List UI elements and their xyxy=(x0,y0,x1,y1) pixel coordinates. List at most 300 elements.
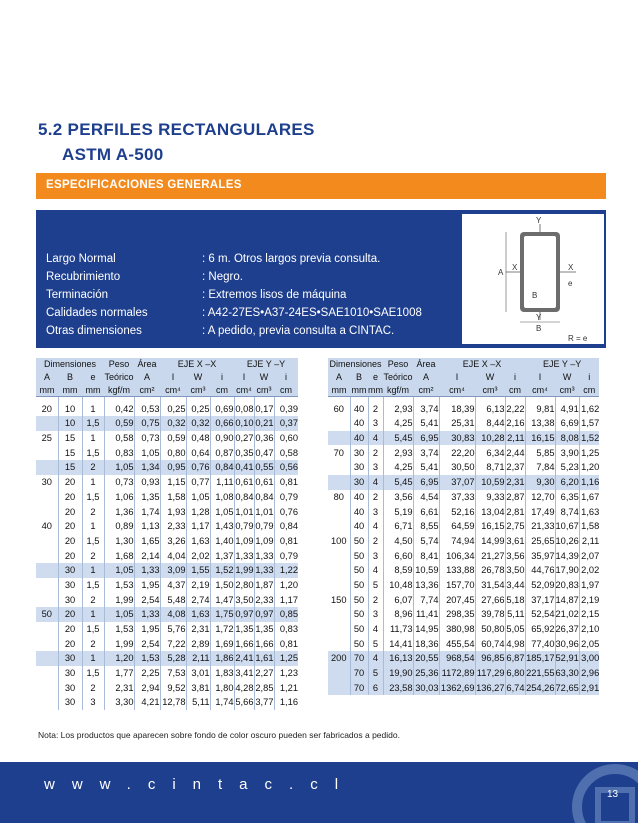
table-row xyxy=(328,431,599,446)
table-row xyxy=(328,534,599,549)
table-cell: 6 xyxy=(368,680,383,695)
table-cell: 5,76 xyxy=(160,622,186,637)
table-row xyxy=(328,592,599,607)
table-cell: 0,55 xyxy=(254,460,274,475)
table-cell: 14,41 xyxy=(383,636,413,651)
table-cell: 6,61 xyxy=(413,504,439,519)
table-cell: 1,87 xyxy=(254,578,274,593)
table-cell: 0,69 xyxy=(210,397,234,416)
table-cell: 1,53 xyxy=(134,651,160,666)
table-cell xyxy=(36,695,58,710)
table-cell xyxy=(328,519,350,534)
table-cell xyxy=(328,666,350,681)
table-cell: 0,87 xyxy=(210,445,234,460)
header-cell: i xyxy=(274,371,298,384)
table-cell: 40 xyxy=(350,504,368,519)
table-cell: 30,96 xyxy=(555,636,579,651)
table-cell: 2,41 xyxy=(234,651,254,666)
table-cell: 3 xyxy=(368,607,383,622)
spec-value: : A42-27ES•A37-24ES•SAE1010•SAE1008 xyxy=(202,307,422,319)
table-row xyxy=(328,578,599,593)
table-cell: 136,27 xyxy=(475,680,505,695)
table-cell: 1,62 xyxy=(581,403,600,414)
table-cell: 2,94 xyxy=(134,680,160,695)
table-cell: 2,31 xyxy=(505,475,525,490)
table-cell: 1,5 xyxy=(82,490,104,505)
table-cell: 2,85 xyxy=(254,680,274,695)
table-cell: 0,53 xyxy=(134,397,160,416)
table-cell: 30 xyxy=(350,475,368,490)
table-cell: 0,93 xyxy=(134,475,160,490)
table-cell: 40 xyxy=(350,431,368,446)
table-cell: 2 xyxy=(82,460,104,475)
header-unit: cm xyxy=(274,384,298,397)
table-cell: 65,92 xyxy=(525,622,555,637)
table-cell xyxy=(328,680,350,695)
table-row xyxy=(36,534,298,549)
table-cell: 21,02 xyxy=(555,607,579,622)
table-cell xyxy=(36,548,58,563)
table-cell: 3,74 xyxy=(413,397,439,416)
table-cell: 2,54 xyxy=(134,592,160,607)
table-cell: 1,33 xyxy=(254,548,274,563)
table-cell: 10 xyxy=(58,397,82,416)
table-cell: 30 xyxy=(58,563,82,578)
header-unit: cm⁴ xyxy=(234,384,254,397)
table-cell: 2,54 xyxy=(134,636,160,651)
table-cell: 6,80 xyxy=(505,666,525,681)
header-cell: I xyxy=(439,371,475,384)
spec-label: Terminación xyxy=(46,289,108,301)
header-unit: kgf/m xyxy=(104,384,134,397)
table-cell: 0,36 xyxy=(254,431,274,446)
table-cell: 5,18 xyxy=(505,592,525,607)
header-unit: mm xyxy=(82,384,104,397)
table-cell: 64,59 xyxy=(439,519,475,534)
table-cell: 0,83 xyxy=(279,624,298,635)
table-cell xyxy=(328,548,350,563)
table-cell: 13,04 xyxy=(475,504,505,519)
table-cell: 50 xyxy=(36,607,58,622)
table-cell: 13,38 xyxy=(525,416,555,431)
table-cell: 2,02 xyxy=(186,548,210,563)
table-cell: 1,74 xyxy=(134,504,160,519)
table-cell: 3 xyxy=(368,416,383,431)
table-row xyxy=(36,445,298,460)
table-cell: 298,35 xyxy=(439,607,475,622)
table-header-row xyxy=(36,384,298,397)
table-cell: 30 xyxy=(350,460,368,475)
spec-value: : A pedido, previa consulta a CINTAC. xyxy=(202,325,395,337)
table-cell xyxy=(36,504,58,519)
table-cell: 63,30 xyxy=(555,666,579,681)
table-cell: 2,16 xyxy=(505,416,525,431)
specifications-header-text: ESPECIFICACIONES GENERALES xyxy=(46,179,242,191)
diagram-label-y-bottom: Y xyxy=(536,313,542,322)
header-cell: i xyxy=(210,371,234,384)
table-cell: 50 xyxy=(350,636,368,651)
table-cell: 7,84 xyxy=(525,460,555,475)
table-cell: 0,25 xyxy=(160,397,186,416)
table-header-row xyxy=(328,384,599,397)
table-cell: 5,19 xyxy=(383,504,413,519)
table-cell: 0,79 xyxy=(234,519,254,534)
table-cell: 2,75 xyxy=(505,519,525,534)
table-row xyxy=(36,592,298,607)
table-cell: 10 xyxy=(58,416,82,431)
header-unit: cm³ xyxy=(254,384,274,397)
table-cell: 0,80 xyxy=(160,445,186,460)
table-cell: 96,85 xyxy=(475,651,505,666)
table-cell: 40 xyxy=(350,397,368,416)
table-cell: 3,00 xyxy=(579,651,599,666)
table-cell: 0,59 xyxy=(160,431,186,446)
header-cell: Teórico xyxy=(383,372,413,383)
table-cell: 25,65 xyxy=(525,534,555,549)
table-cell: 1,5 xyxy=(82,445,104,460)
table-cell: 8,41 xyxy=(413,548,439,563)
table-cell: 8,71 xyxy=(475,460,505,475)
table-cell: 4,37 xyxy=(160,578,186,593)
header-unit: cm³ xyxy=(186,384,210,397)
table-cell: 0,32 xyxy=(160,416,186,431)
spec-label: Calidades normales xyxy=(46,307,148,319)
table-cell: 0,21 xyxy=(254,416,274,431)
table-cell: 15 xyxy=(58,445,82,460)
table-cell: 20 xyxy=(58,475,82,490)
table-cell: 0,76 xyxy=(279,506,298,517)
table-cell: 1,08 xyxy=(210,490,234,505)
table-cell: 20 xyxy=(58,622,82,637)
footer-bar xyxy=(0,762,638,823)
right-profiles-table xyxy=(328,358,599,695)
table-cell: 9,52 xyxy=(160,680,186,695)
table-cell: 17,90 xyxy=(555,563,579,578)
table-cell xyxy=(36,592,58,607)
table-cell: 9,30 xyxy=(525,475,555,490)
spec-label: Recubrimiento xyxy=(46,271,121,283)
table-cell: 30 xyxy=(58,695,82,710)
header-cell: A xyxy=(328,371,350,384)
table-cell: 1,86 xyxy=(210,651,234,666)
table-row xyxy=(328,636,599,651)
table-row xyxy=(328,651,599,666)
header-cell: B xyxy=(350,371,368,384)
table-cell: 30 xyxy=(36,475,58,490)
table-cell: 19,90 xyxy=(383,666,413,681)
specifications-panel xyxy=(36,210,606,348)
table-cell: 7,53 xyxy=(160,666,186,681)
table-cell: 10,48 xyxy=(383,578,413,593)
table-cell: 2,19 xyxy=(581,594,600,605)
table-cell: 1,99 xyxy=(234,563,254,578)
table-cell xyxy=(36,666,58,681)
spec-value: : Extremos lisos de máquina xyxy=(202,289,347,301)
header-weight: Peso xyxy=(383,358,413,371)
table-cell: 20 xyxy=(58,548,82,563)
table-cell: 20 xyxy=(58,636,82,651)
table-cell: 74,94 xyxy=(439,534,475,549)
table-cell: 10,67 xyxy=(555,519,579,534)
table-cell: 1,5 xyxy=(82,416,104,431)
table-cell: 21,33 xyxy=(525,519,555,534)
table-cell: 1,33 xyxy=(134,607,160,622)
table-cell: 1,61 xyxy=(254,651,274,666)
table-cell: 5,45 xyxy=(383,431,413,446)
header-unit: kgf/m xyxy=(383,384,413,397)
table-cell: 1,20 xyxy=(104,651,134,666)
table-cell: 1,05 xyxy=(186,490,210,505)
header-cell: A xyxy=(413,371,439,384)
table-cell: 0,25 xyxy=(186,397,210,416)
table-cell: 0,79 xyxy=(254,519,274,534)
table-cell: 5,66 xyxy=(234,695,254,710)
table-cell: 1,06 xyxy=(104,490,134,505)
table-cell: 50 xyxy=(350,548,368,563)
header-unit: cm xyxy=(505,384,525,397)
table-cell xyxy=(36,416,58,431)
table-cell: 27,66 xyxy=(475,592,505,607)
table-cell: 1,63 xyxy=(186,607,210,622)
table-cell: 150 xyxy=(328,592,350,607)
table-cell: 10,59 xyxy=(475,475,505,490)
table-row xyxy=(36,695,298,710)
table-cell: 12,70 xyxy=(525,490,555,505)
table-cell: 1,69 xyxy=(210,636,234,651)
header-cell: W xyxy=(186,371,210,384)
table-cell: 20 xyxy=(58,504,82,519)
table-cell: 1,13 xyxy=(134,519,160,534)
table-cell: 1,52 xyxy=(210,563,234,578)
header-weight: Peso xyxy=(104,358,134,371)
table-cell: 1,05 xyxy=(134,445,160,460)
header-unit: cm² xyxy=(413,384,439,397)
table-cell: 2 xyxy=(368,534,383,549)
table-cell: 0,79 xyxy=(279,550,298,561)
table-cell: 30 xyxy=(58,592,82,607)
table-cell: 1,33 xyxy=(234,548,254,563)
table-cell: 2,31 xyxy=(186,622,210,637)
table-cell: 200 xyxy=(328,651,350,666)
table-cell: 1,80 xyxy=(210,680,234,695)
table-cell: 2,27 xyxy=(254,666,274,681)
table-cell: 30,50 xyxy=(439,460,475,475)
diagram-label-b-inner: B xyxy=(532,291,538,300)
table-cell: 16,15 xyxy=(525,431,555,446)
table-cell: 70 xyxy=(350,651,368,666)
diagram-label-b: B xyxy=(536,324,542,333)
table-cell: 70 xyxy=(350,666,368,681)
table-cell: 30,83 xyxy=(439,431,475,446)
table-cell: 3,30 xyxy=(104,695,134,710)
table-cell: 21,27 xyxy=(475,548,505,563)
table-cell: 185,17 xyxy=(525,651,555,666)
table-row xyxy=(36,651,298,666)
table-cell xyxy=(328,431,350,446)
table-cell: 2 xyxy=(82,504,104,519)
table-cell: 0,84 xyxy=(254,490,274,505)
section-subtitle: ASTM A-500 xyxy=(62,145,164,164)
table-cell: 106,34 xyxy=(439,548,475,563)
header-cell: Teórico xyxy=(104,372,134,383)
table-cell: 3 xyxy=(368,504,383,519)
table-cell: 80 xyxy=(328,490,350,505)
table-cell: 0,97 xyxy=(234,607,254,622)
table-cell: 10,28 xyxy=(475,431,505,446)
table-cell: 0,79 xyxy=(279,491,298,502)
table-cell: 4,21 xyxy=(134,695,160,710)
table-header-row xyxy=(36,358,298,371)
header-unit: cm³ xyxy=(555,384,579,397)
table-cell: 1 xyxy=(82,563,104,578)
table-cell: 455,54 xyxy=(439,636,475,651)
table-row xyxy=(36,475,298,490)
table-cell: 14,99 xyxy=(475,534,505,549)
table-cell: 1,05 xyxy=(210,504,234,519)
table-cell: 20,83 xyxy=(555,578,579,593)
table-cell: 13,36 xyxy=(413,578,439,593)
table-cell: 25,31 xyxy=(439,416,475,431)
header-axis-y: EJE Y –Y xyxy=(234,358,298,371)
table-cell: 60,74 xyxy=(475,636,505,651)
table-cell: 1,33 xyxy=(254,563,274,578)
table-cell: 4,28 xyxy=(234,680,254,695)
table-cell: 0,83 xyxy=(104,445,134,460)
table-cell: 1 xyxy=(82,431,104,446)
table-cell: 1,67 xyxy=(581,491,600,502)
table-cell: 0,84 xyxy=(234,490,254,505)
header-cell: I xyxy=(525,371,555,384)
table-cell: 50 xyxy=(350,563,368,578)
table-cell: 6,20 xyxy=(555,475,579,490)
table-cell: 26,37 xyxy=(555,622,579,637)
table-cell xyxy=(328,622,350,637)
table-cell: 157,70 xyxy=(439,578,475,593)
table-cell: 1,30 xyxy=(104,534,134,549)
table-cell: 39,78 xyxy=(475,607,505,622)
table-cell: 4,25 xyxy=(383,416,413,431)
table-cell: 4 xyxy=(368,475,383,490)
header-unit: mm xyxy=(328,384,350,397)
table-cell: 4 xyxy=(368,563,383,578)
table-cell: 2,81 xyxy=(505,504,525,519)
table-cell: 3,90 xyxy=(555,445,579,460)
table-row xyxy=(328,504,599,519)
table-cell: 1,63 xyxy=(581,506,600,517)
table-cell: 2,80 xyxy=(234,578,254,593)
table-row xyxy=(36,460,298,475)
table-cell: 0,61 xyxy=(254,475,274,490)
diagram-label-a: A xyxy=(498,268,504,277)
table-row xyxy=(36,636,298,651)
table-cell: 1,66 xyxy=(254,636,274,651)
table-cell: 6,95 xyxy=(413,475,439,490)
table-cell: 2 xyxy=(368,397,383,416)
table-cell: 4,91 xyxy=(555,397,579,416)
table-cell: 0,73 xyxy=(104,475,134,490)
table-cell: 30 xyxy=(58,666,82,681)
table-cell: 52,54 xyxy=(525,607,555,622)
table-cell xyxy=(36,680,58,695)
table-cell: 14,39 xyxy=(555,548,579,563)
table-cell xyxy=(36,534,58,549)
table-cell: 1 xyxy=(82,651,104,666)
table-cell: 0,47 xyxy=(254,445,274,460)
table-cell: 2,11 xyxy=(505,431,525,446)
table-cell: 1,25 xyxy=(274,651,298,666)
section-title: 5.2 PERFILES RECTANGULARES xyxy=(38,120,315,139)
table-row xyxy=(36,563,298,578)
table-cell: 5,05 xyxy=(505,622,525,637)
table-cell xyxy=(36,563,58,578)
table-cell: 2,74 xyxy=(186,592,210,607)
table-cell: 0,58 xyxy=(104,431,134,446)
table-cell: 30 xyxy=(58,578,82,593)
table-row xyxy=(36,490,298,505)
table-cell: 1,43 xyxy=(210,519,234,534)
table-cell: 2,19 xyxy=(186,578,210,593)
table-cell xyxy=(328,475,350,490)
table-cell: 4 xyxy=(368,431,383,446)
table-cell: 4,54 xyxy=(413,490,439,505)
table-cell: 2 xyxy=(368,592,383,607)
header-unit: mm xyxy=(368,384,383,395)
table-cell: 17,49 xyxy=(525,504,555,519)
table-cell: 1,77 xyxy=(104,666,134,681)
table-cell: 1,28 xyxy=(186,504,210,519)
table-cell xyxy=(36,578,58,593)
table-cell: 1,99 xyxy=(104,592,134,607)
table-cell: 3,50 xyxy=(234,592,254,607)
table-cell: 0,48 xyxy=(186,431,210,446)
table-cell: 1,34 xyxy=(134,460,160,475)
table-cell: 1,21 xyxy=(279,682,298,693)
table-cell: 1,5 xyxy=(82,622,104,637)
table-cell: 14,87 xyxy=(555,592,579,607)
table-cell: 1,36 xyxy=(104,504,134,519)
table-header-row xyxy=(36,371,298,384)
header-unit: mm xyxy=(351,384,367,395)
table-cell: 1,17 xyxy=(186,519,210,534)
table-cell: 0,97 xyxy=(254,607,274,622)
header-unit: cm xyxy=(579,384,599,397)
table-row xyxy=(328,607,599,622)
table-cell: 40 xyxy=(350,416,368,431)
table-cell: 2,25 xyxy=(134,666,160,681)
table-cell: 52,16 xyxy=(439,504,475,519)
table-cell: 6,74 xyxy=(505,680,525,695)
table-cell: 1,5 xyxy=(82,578,104,593)
table-cell: 23,58 xyxy=(383,680,413,695)
table-cell xyxy=(328,607,350,622)
table-cell: 1,63 xyxy=(186,534,210,549)
table-row xyxy=(328,475,599,490)
table-cell: 1,20 xyxy=(279,579,298,590)
table-cell: 1,74 xyxy=(210,695,234,710)
table-cell: 3 xyxy=(82,695,104,710)
table-cell: 10,59 xyxy=(413,563,439,578)
table-cell: 0,32 xyxy=(186,416,210,431)
table-cell: 2 xyxy=(368,490,383,505)
table-cell: 37,33 xyxy=(439,490,475,505)
table-cell: 1,95 xyxy=(134,578,160,593)
table-cell: 0,58 xyxy=(279,447,298,458)
table-cell: 0,89 xyxy=(104,519,134,534)
table-cell: 3,81 xyxy=(186,680,210,695)
table-cell: 1,25 xyxy=(581,447,600,458)
diagram-label-x-right: X xyxy=(568,263,574,272)
table-cell: 0,66 xyxy=(210,416,234,431)
